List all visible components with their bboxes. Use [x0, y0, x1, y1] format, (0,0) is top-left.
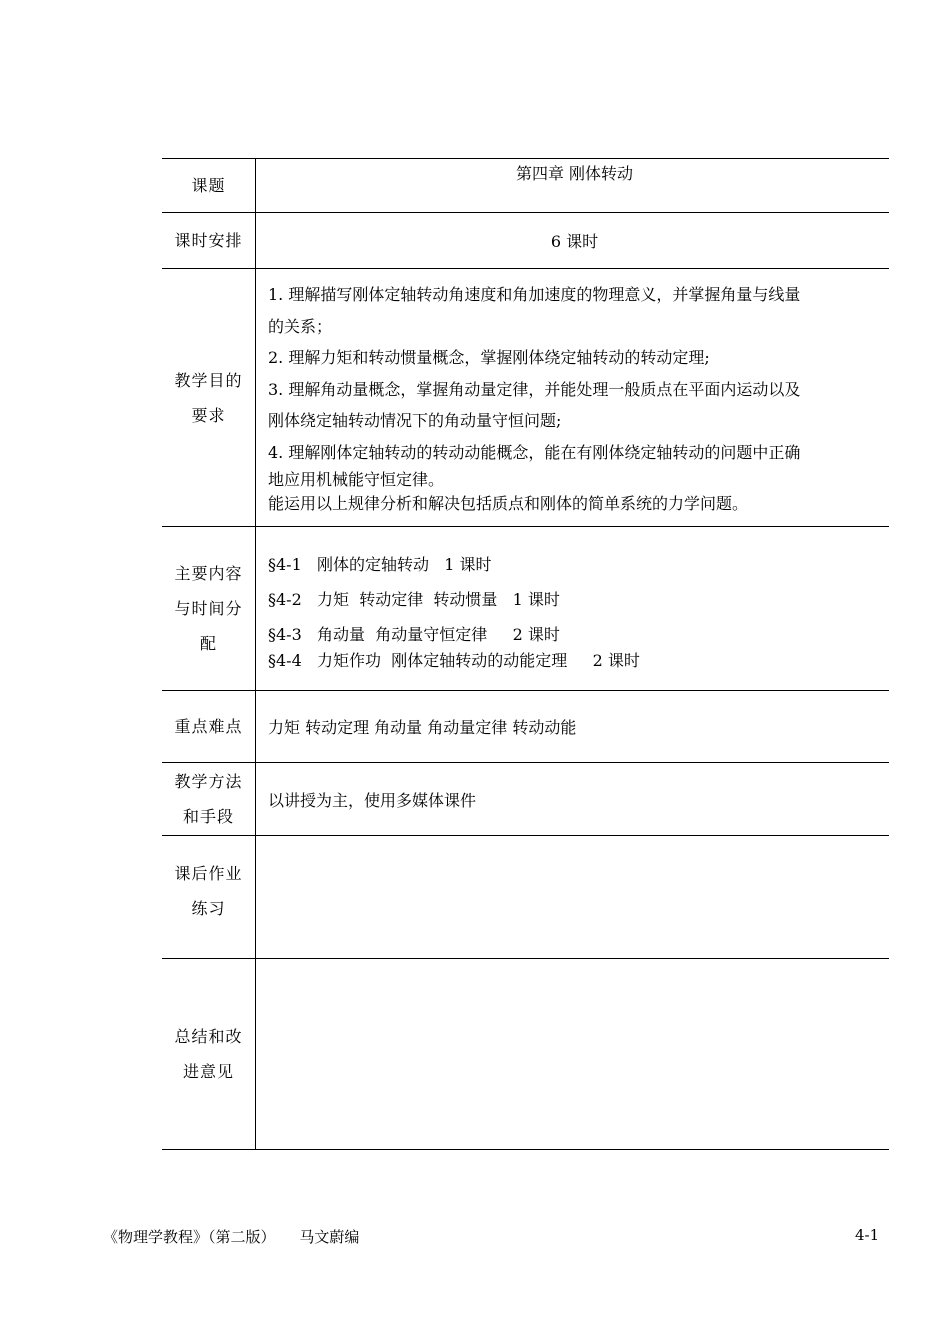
summary-label-line-2: 进意见 [182, 1062, 234, 1081]
section-line: §4-4 力矩作功 刚体定轴转动的动能定理 2 课时 [268, 651, 640, 670]
summary-label-line-1: 总结和改 [174, 1027, 243, 1046]
hours-value: 6 课时 [256, 213, 890, 269]
topic-value [256, 159, 890, 213]
row-hours [162, 213, 889, 269]
goals-label [162, 269, 256, 527]
contents-label-line-3: 配 [199, 634, 217, 653]
key-points-label: 重点难点 [162, 691, 256, 763]
row-homework [162, 836, 889, 959]
goal-line: 2. 理解力矩和转动惯量概念，掌握刚体绕定轴转动的转动定理; [268, 348, 710, 367]
chapter-title: 第四章 刚体转动 [515, 164, 634, 183]
summary-value [256, 959, 890, 1150]
section-line: §4-1 刚体的定轴转动 1 课时 [268, 555, 492, 574]
section-line: §4-2 力矩 转动定律 转动惯量 1 课时 [268, 590, 560, 609]
goal-line: 的关系； [268, 316, 333, 336]
row-topic [162, 159, 889, 213]
goals-value [256, 269, 890, 527]
row-key-points [162, 691, 889, 763]
homework-label-line-1: 课后作业 [174, 864, 243, 883]
goal-line: 地应用机械能守恒定律。 [268, 470, 445, 489]
row-contents [162, 527, 889, 691]
hours-label: 课时安排 [162, 213, 256, 269]
key-points-value: 力矩 转动定理 角动量 角动量定律 转动动能 [256, 691, 890, 763]
contents-value [256, 527, 890, 691]
topic-label: 课题 [162, 159, 256, 213]
goal-line: 能运用以上规律分析和解决包括质点和刚体的简单系统的力学问题。 [268, 494, 749, 513]
section-line: §4-3 角动量 角动量守恒定律 2 课时 [268, 625, 560, 644]
goal-line: 刚体绕定轴转动情况下的角动量守恒问题; [268, 411, 562, 430]
goal-line: 1. 理解描写刚体定轴转动角速度和角加速度的物理意义，并掌握角量与线量 [268, 285, 801, 304]
homework-value [256, 836, 890, 959]
row-goals [162, 269, 889, 527]
goals-label-line-1: 教学目的 [174, 370, 243, 390]
row-methods [162, 763, 889, 836]
methods-value: 以讲授为主，使用多媒体课件 [256, 763, 890, 836]
row-summary [162, 959, 889, 1150]
goals-label-line-2: 要求 [191, 405, 226, 425]
lesson-plan-table [162, 158, 889, 1150]
footer-book-title: 《物理学教程》（第二版） 马文蔚编 [103, 1228, 360, 1246]
contents-label-line-2: 与时间分 [174, 599, 243, 618]
methods-label [162, 763, 256, 836]
footer-page-number: 4-1 [855, 1226, 880, 1244]
goal-line: 3. 理解角动量概念，掌握角动量定律，并能处理一般质点在平面内运动以及 [268, 379, 801, 399]
methods-label-line-2: 和手段 [182, 807, 234, 826]
summary-label [162, 959, 256, 1150]
homework-label-line-2: 练习 [191, 899, 226, 918]
methods-label-line-1: 教学方法 [174, 772, 243, 791]
goal-line: 4. 理解刚体定轴转动的转动动能概念，能在有刚体绕定轴转动的问题中正确 [268, 442, 801, 462]
contents-label-line-1: 主要内容 [174, 564, 243, 583]
contents-label [162, 527, 256, 691]
homework-label [162, 836, 256, 959]
